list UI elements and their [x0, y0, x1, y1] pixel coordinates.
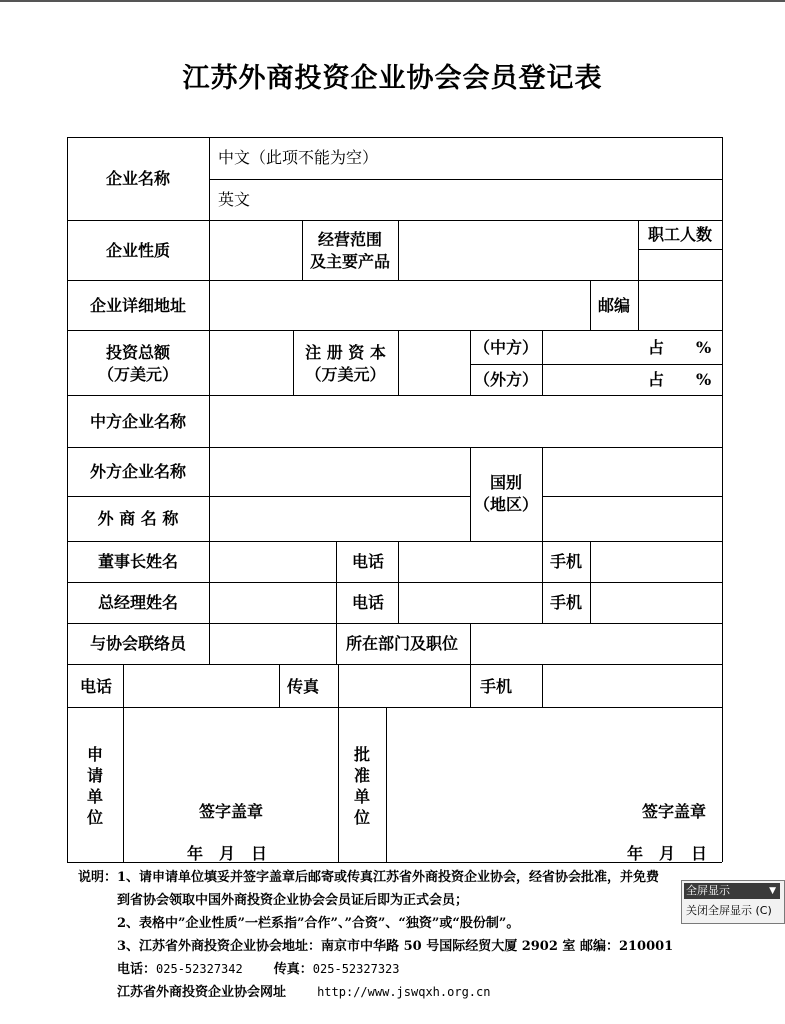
label-foreign-company: 外方企业名称	[89, 462, 186, 481]
table-line	[542, 496, 722, 497]
table-line	[590, 541, 591, 623]
table-line	[722, 137, 723, 862]
label-chinese-side: （中方）	[473, 338, 538, 357]
label-chinese-name: 中文（此项不能为空）	[218, 148, 379, 167]
note-contact	[78, 958, 673, 981]
label-liaison: 与协会联络员	[89, 634, 186, 653]
label-postcode: 邮编	[597, 296, 630, 315]
label-gm-phone: 电话	[352, 593, 385, 612]
note-phone-value: 025-52327342	[156, 962, 243, 976]
table-line	[209, 137, 210, 664]
label-employee-count: 职工人数	[647, 225, 712, 244]
label-chairman-mobile: 手机	[550, 552, 583, 571]
note-fax-value: 025-52327323	[312, 962, 400, 976]
label-foreign-investor: 外 商 名 称	[97, 509, 179, 528]
note-1-cont: 到省协会领取中国外商投资企业协会会员证后即为正式会员；	[117, 893, 469, 908]
label-approver-unit: 批准单位	[353, 745, 370, 827]
table-line	[542, 664, 543, 707]
note-phone-label: 电话：	[117, 962, 157, 977]
label-gm-mobile: 手机	[550, 593, 583, 612]
page-title: 江苏外商投资企业协会会员登记表	[182, 63, 603, 94]
table-line	[67, 137, 722, 138]
menu-item-fullscreen-label: 全屏显示	[686, 884, 730, 897]
table-line	[398, 541, 399, 623]
chevron-down-icon: ▼	[769, 886, 776, 896]
label-chinese-company: 中方企业名称	[89, 412, 186, 431]
menu-item-fullscreen[interactable]	[684, 883, 780, 899]
label-region: （地区）	[473, 495, 538, 514]
table-line	[336, 623, 337, 664]
label-company-nature: 企业性质	[105, 241, 170, 260]
label-fax: 传真	[287, 677, 320, 696]
label-applicant-date: 年 月 日	[187, 844, 268, 863]
label-main-products: 及主要产品	[309, 252, 390, 271]
label-applicant-unit: 申请单位	[86, 745, 103, 827]
table-line	[67, 707, 722, 708]
note-1: 说明：1、请申请单位填妥并签字盖章后邮寄或传真江苏省外商投资企业协会，经省协会批准，并免费	[78, 870, 660, 885]
label-chairman-phone: 电话	[352, 552, 385, 571]
table-line	[398, 330, 399, 395]
label-investment-unit: （万美元）	[97, 365, 178, 384]
table-line	[338, 664, 339, 862]
table-line	[542, 447, 543, 541]
label-share-foreign: 占	[648, 370, 665, 389]
note-website	[78, 981, 673, 1004]
label-general-manager: 总经理姓名	[97, 593, 178, 612]
label-percent-foreign: %	[696, 370, 712, 389]
label-mobile: 手机	[480, 677, 513, 696]
fullscreen-context-menu	[681, 880, 785, 924]
label-foreign-side: （外方）	[473, 370, 538, 389]
label-applicant-seal: 签字盖章	[199, 802, 264, 821]
label-address: 企业详细地址	[89, 296, 186, 315]
menu-item-exit-fullscreen[interactable]: 关闭全屏显示 (C)	[686, 904, 772, 917]
note-2: 2、表格中”企业性质”一栏系指”合作”、”合资”、“独资”或“股份制”。	[117, 916, 520, 931]
table-line	[67, 541, 722, 542]
label-percent-cn: %	[696, 338, 712, 357]
table-line	[470, 623, 471, 664]
instructions	[78, 866, 673, 1004]
table-line	[123, 664, 124, 862]
label-company-name: 企业名称	[105, 169, 170, 188]
table-line	[279, 664, 280, 707]
table-line	[470, 664, 471, 707]
note-website-url[interactable]: http://www.jswqxh.org.cn	[317, 985, 491, 999]
table-line	[336, 541, 337, 623]
label-chairman: 董事长姓名	[97, 552, 178, 571]
label-share-cn: 占	[648, 338, 665, 357]
table-line	[67, 664, 722, 665]
label-capital-unit: （万美元）	[305, 365, 386, 384]
note-3: 3、江苏省外商投资企业协会地址：南京市中华路 50 号国际经贸大厦 2902 室 邮编：210001	[117, 939, 674, 954]
label-registered-capital: 注 册 资 本	[305, 343, 386, 362]
table-line	[67, 280, 722, 281]
label-department-position: 所在部门及职位	[346, 634, 459, 653]
table-line	[67, 862, 722, 863]
table-line	[209, 179, 722, 180]
table-line	[67, 330, 722, 331]
table-line	[398, 220, 399, 280]
table-line	[542, 330, 543, 395]
table-line	[542, 541, 543, 623]
table-line	[386, 707, 387, 862]
label-approver-seal: 签字盖章	[642, 802, 707, 821]
table-line	[67, 395, 722, 396]
table-line	[67, 496, 470, 497]
note-fax-label: 传真：	[273, 962, 313, 977]
table-line	[67, 582, 722, 583]
table-line	[67, 447, 722, 448]
label-approver-date: 年 月 日	[627, 844, 708, 863]
table-line	[470, 447, 471, 541]
table-line	[67, 220, 722, 221]
label-business-scope: 经营范围	[317, 230, 382, 249]
label-total-investment: 投资总额	[105, 343, 170, 362]
label-country: 国别	[489, 473, 522, 492]
label-phone: 电话	[80, 677, 113, 696]
label-english-name: 英文	[218, 190, 251, 209]
table-line	[67, 623, 722, 624]
note-website-label: 江苏省外商投资企业协会网址	[117, 985, 287, 1000]
table-line	[470, 364, 722, 365]
table-line	[638, 249, 722, 250]
